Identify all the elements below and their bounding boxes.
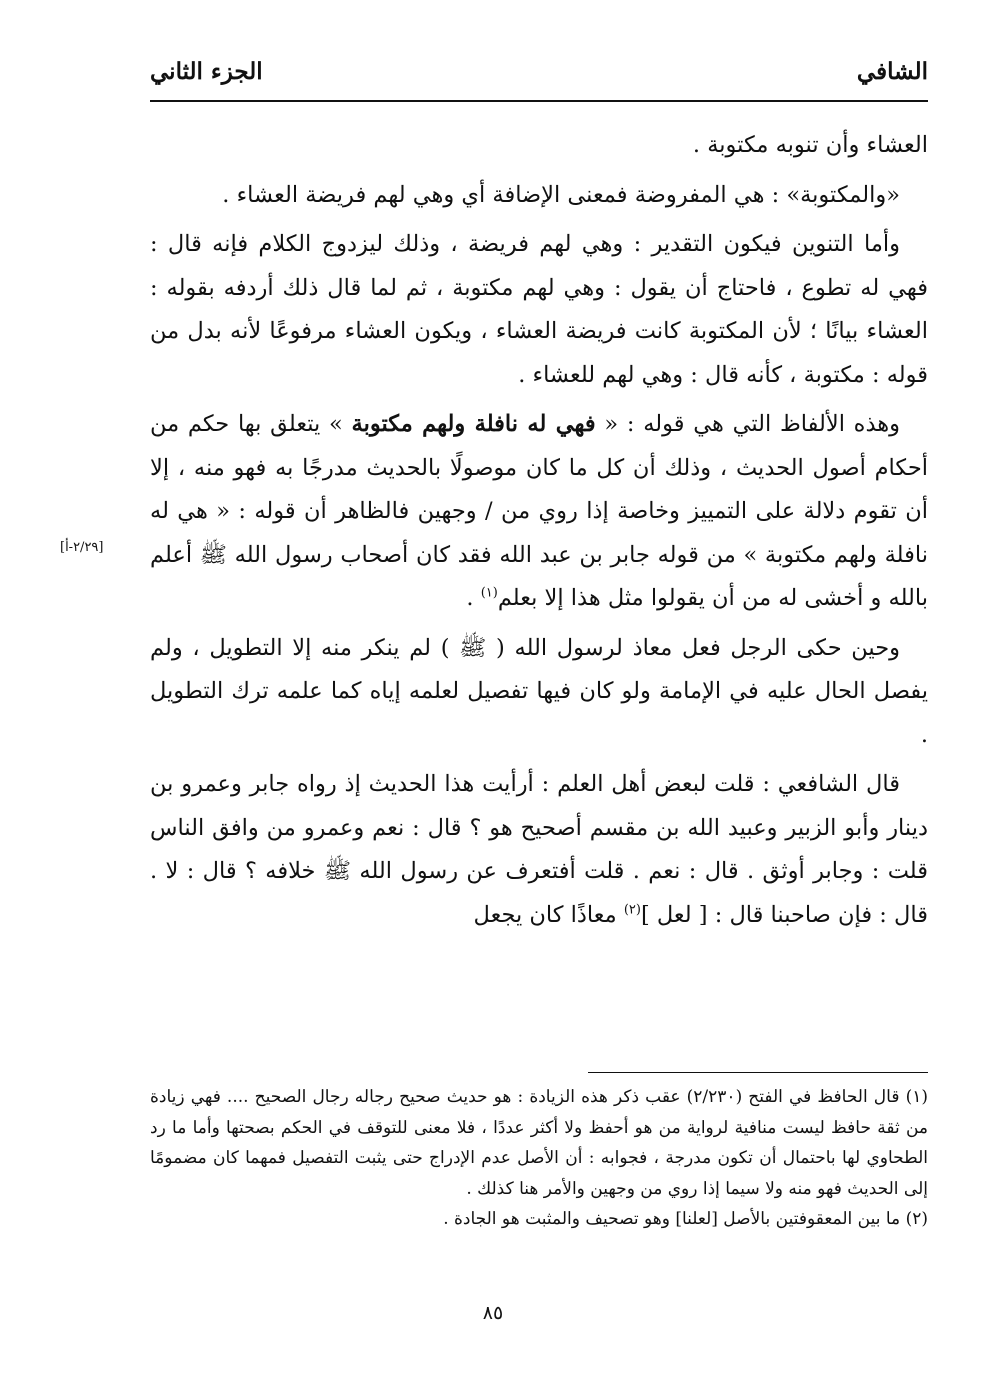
footnote-1-text: قال الحافظ في الفتح (٢/٢٣٠) عقب ذكر هذه الزيادة : هو حديث صحيح رجاله رجال الصحيح .... فهي زيادة من ثقة حافظ ليست منافية لرواية من هو أحفظ ولا أكثر عددًا ، فلا معنى للتوقف في الحكم بصحتها وأما ما رد الطحاوي لها باحتمال أن تكون مدرجة ، فجوابه : أن الأصل عدم الإدراج حتى يثبت التفصيل فمهما كان مضمومًا إلى الحديث فهو منه ولا سيما إذا روي من وجهين والأمر هنا كذلك . [150, 1087, 928, 1199]
paragraph-5: وحين حكى الرجل فعل معاذ لرسول الله ( ﷺ ) لم ينكر منه إلا التطويل ، ولم يفصل الحال عليه في الإمامة ولو كان فيها تفصيل لعلمه إياه كما علمه ترك التطويل . [150, 634, 928, 748]
paragraph-4-end: . [466, 585, 481, 611]
main-text [150, 124, 928, 943]
footnote-2-label: (٢) [905, 1209, 928, 1229]
paragraph-1: العشاء وأن تنوبه مكتوبة . [692, 132, 928, 158]
footnote-1-label: (١) [905, 1087, 928, 1107]
paragraph-6-text: قال الشافعي : قلت لبعض أهل العلم : أرأيت هذا الحديث إذ رواه جابر وعمرو بن دينار وأبو الزبير وعبيد الله بن مقسم أصحيح هو ؟ قال : نعم وعمرو من وافق الناس قلت : وجابر أوثق . قال : نعم . قلت أفتعرف عن رسول الله ﷺ خلافه ؟ قال : لا . قال : فإن صاحبنا قال : [ لعل ] [150, 771, 928, 928]
paragraph-3: وأما التنوين فيكون التقدير : وهي لهم فريضة ، وذلك ليزدوج الكلام فإنه قال : فهي له تطوع ، فاحتاج أن يقول : وهي لهم مكتوبة ، ثم لما قال ذلك أردفه بقوله : العشاء بيانًا ؛ لأن المكتوبة كانت فريضة العشاء ، ويكون العشاء مرفوعًا لأنه بدل من قوله : مكتوبة ، كأنه قال : وهي لهم للعشاء . [150, 231, 928, 388]
header-rule [150, 100, 928, 102]
paragraph-2: «والمكتوبة» : هي المفروضة فمعنى الإضافة أي وهي لهم فريضة العشاء . [222, 181, 900, 208]
page-number: ٨٥ [482, 1302, 504, 1324]
paragraph-6-end: معاذًا كان يجعل [473, 901, 624, 928]
footnotes [150, 1082, 928, 1235]
footnote-1 [150, 1082, 928, 1204]
footnote-ref-2: (٢) [623, 902, 641, 917]
footnote-rule [588, 1072, 928, 1073]
volume-label: الجزء الثاني [150, 58, 263, 85]
running-header [150, 58, 928, 98]
book-title: الشافي [856, 58, 928, 85]
manuscript-folio-note: [٢/٢٩-أ] [60, 540, 104, 555]
footnote-2 [150, 1204, 928, 1235]
paragraph-6 [150, 763, 928, 937]
paragraph-4-after: » يتعلق بها حكم من أحكام أصول الحديث ، وذلك أن كل ما كان موصولًا بالحديث مدرجًا به فهو منه ، إلا أن تقوم دلالة على التمييز وخاصة إذا روي من / وجهين فالظاهر أن قوله : « هي له نافلة ولهم مكتوبة » من قوله جابر بن عبد الله فقد كان أصحاب رسول الله ﷺ أعلم بالله و أخشى له من أن يقولوا مثل هذا إلا بعلم [150, 411, 928, 611]
quoted-hadith-phrase: فهي له نافلة ولهم مكتوبة [351, 411, 596, 437]
footnote-ref-1: (١) [480, 585, 498, 601]
footnote-2-text: ما بين المعقوفتين بالأصل [لعلنا] وهو تصحيف والمثبت هو الجادة . [443, 1209, 901, 1229]
paragraph-4 [150, 403, 928, 621]
paragraph-4-before: وهذه الألفاظ التي هي قوله : « [595, 411, 901, 437]
